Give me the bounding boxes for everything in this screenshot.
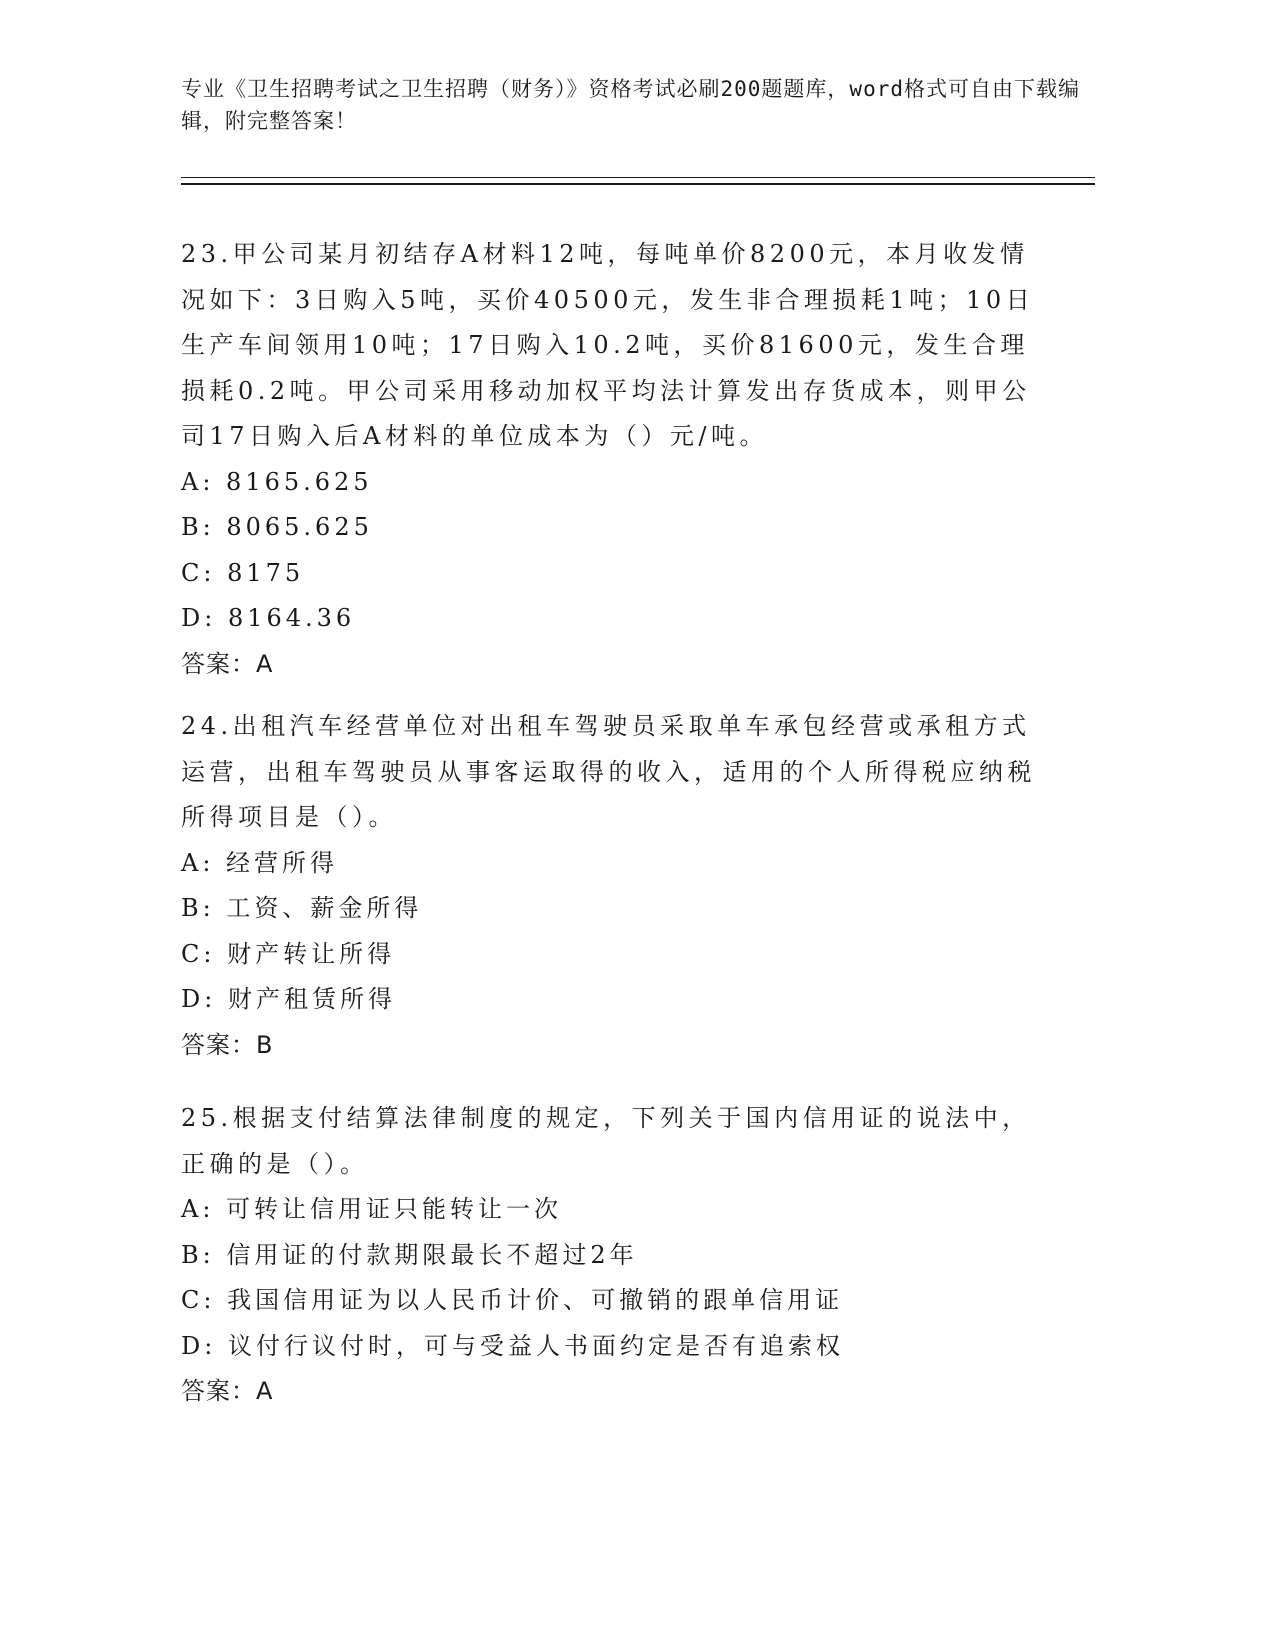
- option-b: B: 工资、薪金所得: [181, 894, 423, 922]
- option-d: D: 议付行议付时，可与受益人书面约定是否有追索权: [181, 1331, 844, 1360]
- option-c: C: 财产转让所得: [181, 939, 396, 968]
- option-a: A: 可转让信用证只能转让一次: [181, 1195, 563, 1223]
- option-d: D: 8164.36: [181, 604, 356, 632]
- option-b: B: 8065.625: [181, 513, 373, 541]
- option-d: D: 财产租赁所得: [181, 985, 396, 1013]
- answer: 答案：A: [181, 649, 274, 678]
- option-c: C: 8175: [181, 558, 305, 587]
- answer: 答案：A: [181, 1377, 274, 1405]
- question-25: [181, 1096, 1041, 1415]
- question-stem: 23.甲公司某月初结存A材料12吨，每吨单价8200元，本月收发情况如下：3日购入5吨，买价40500元，发生非合理损耗1吨；10日生产车间领用10吨；17日购入10.2吨，买价81600元，发生合理损耗0.2吨。甲公司采用移动加权平均法计算发出存货成本，则甲公司17日购入后A材料的单位成本为（）元/吨。: [181, 240, 1035, 450]
- answer: 答案：B: [181, 1030, 274, 1059]
- header-divider-thin: [181, 177, 1095, 178]
- question-23: [181, 232, 1041, 687]
- option-c: C: 我国信用证为以人民币计价、可撤销的跟单信用证: [181, 1286, 844, 1314]
- option-a: A: 8165.625: [181, 467, 373, 496]
- document-header: 专业《卫生招聘考试之卫生招聘（财务）》资格考试必刷200题题库，word格式可自由下载编辑，附完整答案！: [181, 77, 1080, 133]
- question-stem: 25.根据支付结算法律制度的规定，下列关于国内信用证的说法中，正确的是（）。: [181, 1104, 1031, 1178]
- option-b: B: 信用证的付款期限最长不超过2年: [181, 1240, 638, 1269]
- header-divider-thick: [181, 183, 1095, 185]
- question-stem: 24.出租汽车经营单位对出租车驾驶员采取单车承包经营或承租方式运营，出租车驾驶员从事客运取得的收入，适用的个人所得税应纳税所得项目是（）。: [181, 712, 1036, 831]
- question-24: [181, 704, 1041, 1068]
- option-a: A: 经营所得: [181, 848, 339, 877]
